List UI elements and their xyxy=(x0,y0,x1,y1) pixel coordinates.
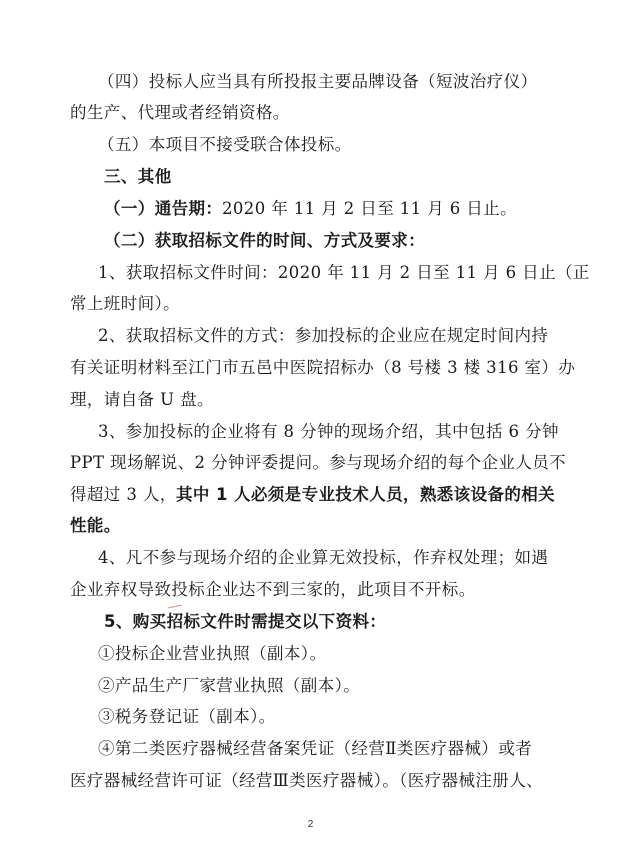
subsection-heading: （一）通告期： xyxy=(104,199,223,218)
paragraph-line: 常上班时间）。 xyxy=(70,294,181,313)
paragraph-line: （四）投标人应当具有所投报主要品牌设备（短波治疗仪） xyxy=(98,72,538,91)
paragraph-line: 2、获取招标文件的方式：参加投标的企业应在规定时间内持 xyxy=(98,326,549,345)
emphasis-text: 其中 1 人必须是专业技术人员，熟悉该设备的相关 xyxy=(176,485,556,504)
paragraph-line: PPT 现场解说、2 分钟评委提问。参与现场介绍的每个企业人员不 xyxy=(70,453,566,472)
paragraph-line: （五）本项目不接受联合体投标。 xyxy=(98,135,352,154)
paragraph-line: 有关证明材料至江门市五邑中医院招标办（8 号楼 3 楼 316 室）办 xyxy=(70,358,576,377)
subsection-heading: （二）获取招标文件的时间、方式及要求： xyxy=(104,231,426,250)
emphasis-text: 性能。 xyxy=(70,516,121,535)
list-item: ③税务登记证（副本）。 xyxy=(98,707,276,726)
paragraph-line: 3、参加投标的企业将有 8 分钟的现场介绍，其中包括 6 分钟 xyxy=(98,422,559,441)
paragraph-line: 理，请自备 U 盘。 xyxy=(70,390,214,409)
list-item: ①投标企业营业执照（副本）。 xyxy=(98,644,327,663)
paragraph-line: 企业弃权导致投标企业达不到三家的，此项目不开标。 xyxy=(70,580,476,599)
paragraph-line: 1、获取招标文件时间：2020 年 11 月 2 日至 11 月 6 日止（正 xyxy=(98,263,590,282)
paragraph-line: 的生产、代理或者经销资格。 xyxy=(70,103,290,122)
paragraph-line: 得超过 3 人， xyxy=(70,485,177,504)
list-item: ②产品生产厂家营业执照（副本）。 xyxy=(98,676,361,695)
section-heading: 三、其他 xyxy=(104,167,172,186)
paragraph-line: 4、凡不参与现场介绍的企业算无效投标，作弃权处理；如遇 xyxy=(98,548,549,567)
page-number: 2 xyxy=(307,819,314,830)
notice-period: 2020 年 11 月 2 日至 11 月 6 日止。 xyxy=(222,199,517,218)
list-heading: 5、购买招标文件时需提交以下资料： xyxy=(104,612,387,631)
list-item: ④第二类医疗器械经营备案凭证（经营Ⅱ类医疗器械）或者 xyxy=(98,739,533,758)
paragraph-line: 医疗器械经营许可证（经营Ⅲ类医疗器械）。（医疗器械注册人、 xyxy=(70,771,544,790)
